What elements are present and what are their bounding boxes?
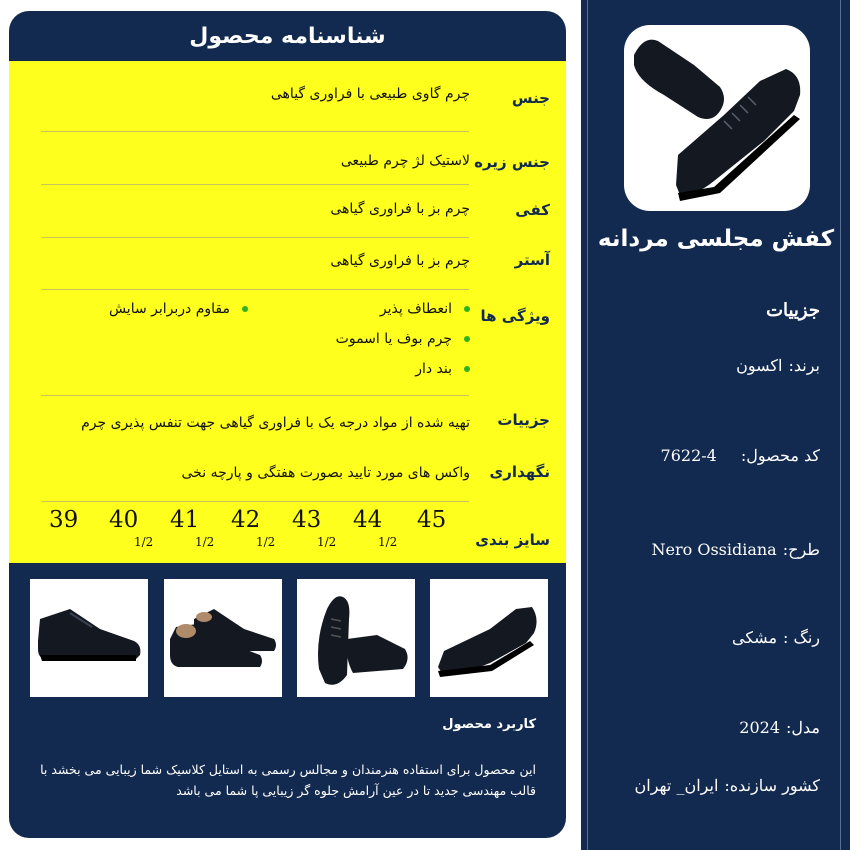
country-value: ایران_ تهران <box>634 776 719 795</box>
row-label-sizes: سایز بندی <box>475 531 550 549</box>
color-value: مشکی <box>732 628 778 647</box>
model-value: 2024 <box>739 718 781 737</box>
brand-line <box>736 356 820 375</box>
details-heading: جزییات <box>766 300 820 321</box>
color-line <box>732 628 820 647</box>
shoe-photo-icon <box>297 579 415 697</box>
usage-title: کاربرد محصول <box>442 717 536 732</box>
feature-item: بند دار <box>415 361 470 377</box>
brand-value: اکسون <box>736 356 783 375</box>
design-label: طرح: <box>782 540 820 559</box>
shoe-photo-pair[interactable] <box>164 579 282 697</box>
card-title: شناسنامه محصول <box>189 24 386 49</box>
code-value: 4-7622 <box>660 446 717 465</box>
design-line <box>651 540 820 559</box>
row-label-lining: آستر <box>514 251 550 269</box>
shoe-photo-front[interactable] <box>430 579 548 697</box>
row-label-material: جنس <box>511 89 550 107</box>
code-label: کد محصول: <box>740 446 820 465</box>
divider <box>41 184 469 185</box>
model-label: مدل: <box>786 718 820 737</box>
feature-item: چرم بوف یا اسموت <box>336 331 470 347</box>
row-value-care: واکس های مورد تایید بصورت هفتگی و پارچه نخی <box>181 465 470 481</box>
row-value-sole: لاستیک لژ چرم طبیعی <box>340 153 470 169</box>
shoe-photo-icon <box>30 579 148 697</box>
divider <box>41 131 469 132</box>
brand-label: برند: <box>788 356 820 375</box>
bullet-dot-icon <box>464 306 470 312</box>
usage-description: این محصول برای استفاده هنرمندان و مجالس رسمی به استایل کلاسیک شما زیبایی می بخشد با قالب مهندسی جدید تا در عین آرامش جلوه گر زیبایی پا شما می باشد <box>40 762 536 798</box>
product-title: کفش مجلسی مردانه <box>597 226 835 252</box>
divider <box>41 237 469 238</box>
row-label-details: جزییات <box>497 411 550 429</box>
design-value: Nero Ossidiana <box>651 540 777 559</box>
row-value-material: چرم گاوی طبیعی با فراوری گیاهی <box>270 86 470 102</box>
bullet-dot-icon <box>464 366 470 372</box>
divider <box>41 289 469 290</box>
info-sidebar <box>581 0 850 850</box>
shoe-photo-icon <box>164 579 282 697</box>
shoe-photo-top[interactable] <box>297 579 415 697</box>
model-line <box>739 718 820 737</box>
row-label-sole: جنس زیره <box>474 153 550 171</box>
row-label-features: ویژگی ها <box>480 307 550 325</box>
shoe-photo-icon <box>624 25 810 211</box>
feature-item: انعطاف پذیر <box>380 301 470 317</box>
divider <box>41 395 469 396</box>
code-line <box>661 446 820 465</box>
bullet-dot-icon <box>464 336 470 342</box>
shoe-photo-side[interactable] <box>30 579 148 697</box>
row-value-lining: چرم بز با فراوری گیاهی <box>330 253 470 269</box>
row-value-details: تهیه شده از مواد درجه یک با فراوری گیاهی جهت تنفس پذیری چرم <box>81 415 470 431</box>
row-label-care: نگهداری <box>489 463 550 481</box>
country-line <box>635 776 820 795</box>
size-list: 45 44 1/2 43 1/2 42 1/2 41 1/2 40 1/2 39 <box>49 507 447 549</box>
shoe-photo-icon <box>430 579 548 697</box>
main-product-photo[interactable] <box>624 25 810 211</box>
feature-item: مقاوم دربرابر سایش <box>109 301 248 317</box>
sidebar-rule <box>840 0 841 850</box>
row-label-insole: کفی <box>515 201 550 219</box>
divider <box>41 501 469 502</box>
sidebar-rule <box>587 0 588 850</box>
row-value-insole: چرم بز با فراوری گیاهی <box>330 201 470 217</box>
color-label: رنگ : <box>783 628 820 647</box>
bullet-dot-icon <box>242 306 248 312</box>
spec-table <box>9 61 566 563</box>
country-label: کشور سازنده: <box>724 776 820 795</box>
product-spec-card <box>9 11 566 838</box>
